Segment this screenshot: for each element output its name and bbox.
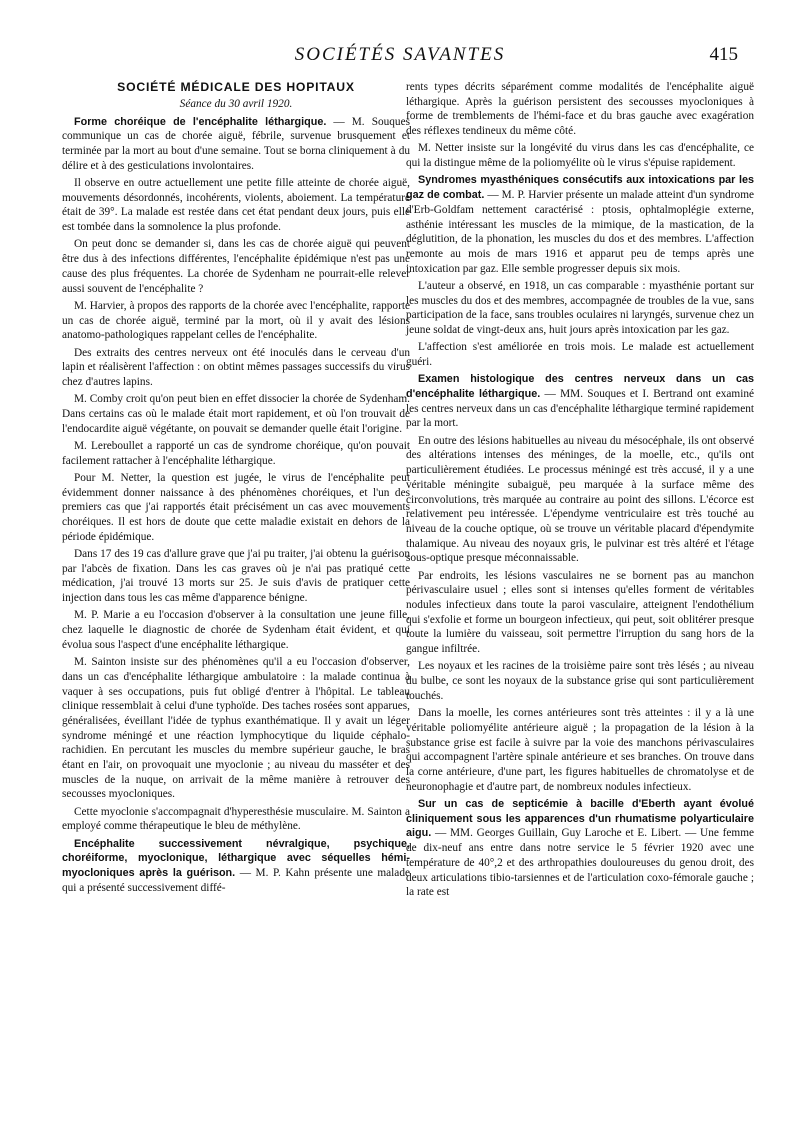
paragraph <box>406 659 754 703</box>
paragraph-text: — M. P. Harvier présente un malade atteint d'un syndrome d'Erb-Goldfam nettement caractérisé : ptosis, ophtalmoplégie externe, asthénie intéressant les muscles de la mimique, de la mastication, de la déglutition, de la phonation, les muscles du dos et des membres. L'affection remonte au mois de mars 1916 et apparut peu de temps après une intoxication par gaz. Elle semble progresser depuis six mois. <box>406 189 755 275</box>
paragraph <box>406 434 754 566</box>
paragraph-text: Il observe en outre actuellement une petite fille atteinte de chorée aiguë, mouvements désordonnés, incohérents, violents, aboiement. La température était de 39°. La malade est restée dans cet état pendant deux jours, puis elle est tombée dans la somnolence la plus profonde. <box>62 177 410 234</box>
paragraph-text: — M. P. Kahn présente une malade qui a présenté successivement diffé- <box>62 867 410 894</box>
paragraph-text: Des extraits des centres nerveux ont été inoculés dans le cerveau d'un lapin et réalisèrent l'affection : on obtint mêmes passages successifs du virus chez d'autres lapins. <box>62 346 410 388</box>
paragraph-text: Les noyaux et les racines de la troisième paire sont très lésés ; au niveau du bulbe, ce sont les noyaux de la substance grise qui sont particulièrement touchés. <box>406 660 754 702</box>
paragraph-text: rents types décrits séparément comme modalités de l'encéphalite aiguë léthargique. Après la guérison persistent des secousses myocloniques à forme de tremblements de l'hémi-face et du bras gauche avec exagération des réflexes tendineux du même côté. <box>406 81 754 138</box>
paragraph-text: M. Sainton insiste sur des phénomènes qu'il a eu l'occasion d'observer, dans un cas d'encéphalite léthargique ambulatoire : la malade continua à vaquer à ses occupations, puis fut obligé d'entrer à l'hôpital. Le tableau clinique ressemblait à celui d'une typhoïde. Des taches rosées sont apparues, généralisées, éveillant l'idée de typhus exanthématique. Il y avait un léger syndrome méningé et une réaction lymphocytique du liquide céphalo-rachidien. En percutant les muscles du membre supérieur gauche, le bras étant en l'air, on provoquait une myoclonie ; au niveau du masséter et des muscles de la nuque, on arrivait de la même manière à retrouver des secousses myocloniques. <box>62 656 410 801</box>
paragraph-text: — M. Souques communique un cas de chorée aiguë, fébrile, survenue brusquement et terminée par la mort au bout d'une semaine. Tout se borna cliniquement à du délire et à des gesticulations involontaires. <box>62 115 410 172</box>
paragraph <box>62 547 410 606</box>
article-title: Syndromes myasthéniques consécutifs aux intoxications par les gaz de combat. <box>406 174 754 202</box>
paragraph <box>406 279 754 338</box>
paragraph <box>62 439 410 468</box>
article-title: Examen histologique des centres nerveux dans un cas d'encéphalite léthargique. <box>406 373 754 401</box>
article-title: Sur un cas de septicémie à bacille d'Eberth ayant évolué cliniquement sous les apparences d'un rhumatisme polyarticulaire aigu. <box>406 797 754 840</box>
paragraph-text: L'auteur a observé, en 1918, un cas comparable : myasthénie portant sur les muscles du dos et des membres, accompagnée de troubles de la vue, sans participation de la face, sans troubles oculaires ni laryngés, survenue chez un jeune soldat de vingt-deux ans, huit jours après intoxication par les gaz. <box>406 279 754 337</box>
paragraph <box>62 176 410 235</box>
paragraph-text: — MM. Georges Guillain, Guy Laroche et E. Libert. — Une femme de dix-neuf ans entre dans notre service le 5 février 1920 avec une température de 40°,2 et des arthropathies douloureuses du genou droit, des deux articulations tibio-tarsiennes et de l'articulation coxo-fémorale gauche ; la rate est <box>406 827 754 899</box>
paragraph <box>62 237 410 296</box>
paragraph <box>62 608 410 652</box>
paragraph-text: Dans 17 des 19 cas d'allure grave que j'ai pu traiter, j'ai obtenu la guérison par l'abcès de fixation. Dans les cas graves où je n'ai pas pratiqué cette médication, j'ai trouvé 13 morts sur 25. Je suis d'avis de pratiquer cette injection dans tous les cas même d'apparence bénigne. <box>62 548 410 605</box>
paragraph <box>406 80 754 139</box>
right-column <box>406 80 754 903</box>
paragraph <box>406 141 754 170</box>
paragraph-text: M. Harvier, à propos des rapports de la chorée avec l'encéphalite, rapporte un cas de chorée aiguë, terminé par la mort, où il y avait des lésions anatomo-pathologiques rappelant celles de l'encéphalite. <box>62 299 410 342</box>
paragraph-text: M. Comby croit qu'on peut bien en effet dissocier la chorée de Sydenham. Dans certains cas où le malade était mort rapidement, et où l'on trouvait de l'endocardite aiguë végétante, on pouvait se demander quelle était l'origine. <box>62 393 410 435</box>
paragraph <box>62 655 410 802</box>
paragraph-text: Par endroits, les lésions vasculaires ne se bornent pas au manchon périvasculaire usuel ; elles sont si intenses qu'elles forment de véritables nodules infectieux dans toute la paroi vasculaire, atteignent l'endothélium qui s'exfolie et forme un bourgeon infectieux, qui peut, soit oblitérer presque toute la lumière du vaisseau, soit permettre l'irruption du sang hors de la gangue infiltrée. <box>406 569 754 656</box>
paragraph-text: — MM. Souques et I. Bertrand ont examiné les centres nerveux dans un cas d'encéphalite léthargique terminé rapidement par la mort. <box>406 388 754 430</box>
paragraph <box>406 372 754 431</box>
page-header <box>0 44 800 74</box>
paragraph <box>62 115 410 174</box>
page-number: 415 <box>709 44 738 65</box>
paragraph <box>406 706 754 794</box>
paragraph <box>62 837 410 896</box>
paragraph-text: En outre des lésions habituelles au niveau du mésocéphale, ils ont observé des altérations intenses des méninges, de la moelle, etc., qu'ils ont particulièrement étudiées. Le processus méningé est très accusé, il y a une véritable méningite subaiguë, peu marquée à la surface même des circonvolutions, très marquée au contraire au point des sillons. L'écorce est relativement peu intéressée. L'épendyme ventriculaire est très touché au niveau de la couche optique, où se trouve un véritable placard d'épendymite thalamique. Au niveau des noyaux gris, le pulvinar est très altéré et l'étage sous-optique presque méconnaissable. <box>406 434 754 565</box>
paragraph <box>406 569 754 657</box>
section-heading: SOCIÉTÉ MÉDICALE DES HOPITAUX <box>117 80 355 94</box>
paragraph-text: Cette myoclonie s'accompagnait d'hyperesthésie musculaire. M. Sainton a employé comme thérapeutique le bleu de méthylène. <box>62 805 410 833</box>
paragraph <box>406 797 754 900</box>
running-title: SOCIÉTÉS SAVANTES <box>294 44 506 65</box>
paragraph-text: Dans la moelle, les cornes antérieures sont très atteintes : il y a là une véritable poliomyélite antérieure aiguë ; la propagation de la lésion à la substance grise est facile à suivre par la voie des manchons périvasculaires qui accompagnent l'artère spinale antérieure et ses branches. On trouve dans la corne antérieure, d'une part, les figures habituelles de chromatolyse et de neuronophagie et d'autre part, de nombreux nodules infectieux. <box>406 707 754 793</box>
paragraph <box>406 340 754 369</box>
paragraph <box>62 299 410 343</box>
session-date: Séance du 30 avril 1920. <box>179 98 293 111</box>
paragraph-text: On peut donc se demander si, dans les cas de chorée aiguë qui peuvent être dus à des infections différentes, l'encéphalite épidémique n'est pas une cause des plus fréquentes. La chorée de Sydenham ne pourrait-elle relever aussi souvent de l'encéphalite ? <box>62 238 410 295</box>
paragraph <box>62 471 410 545</box>
paragraph <box>62 805 410 834</box>
left-column <box>62 80 410 898</box>
paragraph-text: M. P. Marie a eu l'occasion d'observer à la consultation une jeune fille, chez laquelle le diagnostic de chorée de Sydenham était évident, et qui évolua sous l'aspect d'une encéphalite léthargique. <box>62 609 410 651</box>
article-title: Encéphalite successivement névralgique, psychique, choréiforme, myoclonique, léthargique avec séquelles hémi-myocloniques après la guérison. <box>62 837 410 880</box>
paragraph <box>406 173 754 276</box>
paragraph-text: L'affection s'est améliorée en trois mois. Le malade est actuellement guéri. <box>406 341 754 369</box>
paragraph-text: M. Lereboullet a rapporté un cas de syndrome choréique, qu'on pouvait facilement rattacher à l'encéphalite léthargique. <box>62 439 410 467</box>
paragraph-text: M. Netter insiste sur la longévité du virus dans les cas d'encéphalite, ce qui la distingue même de la poliomyélite où le virus s'épuise rapidement. <box>406 142 754 170</box>
paragraph <box>62 346 410 390</box>
article-title: Forme choréique de l'encéphalite léthargique. <box>74 115 327 128</box>
paragraph <box>62 392 410 436</box>
paragraph-text: Pour M. Netter, la question est jugée, le virus de l'encéphalite peut évidemment donner naissance à des phénomènes choréiques, et l'un des premiers cas que j'ai rapportés était précisément un cas avec mouvements choréiques. Il est hors de doute que cette maladie existait en dehors de la période épidémique. <box>62 471 410 543</box>
